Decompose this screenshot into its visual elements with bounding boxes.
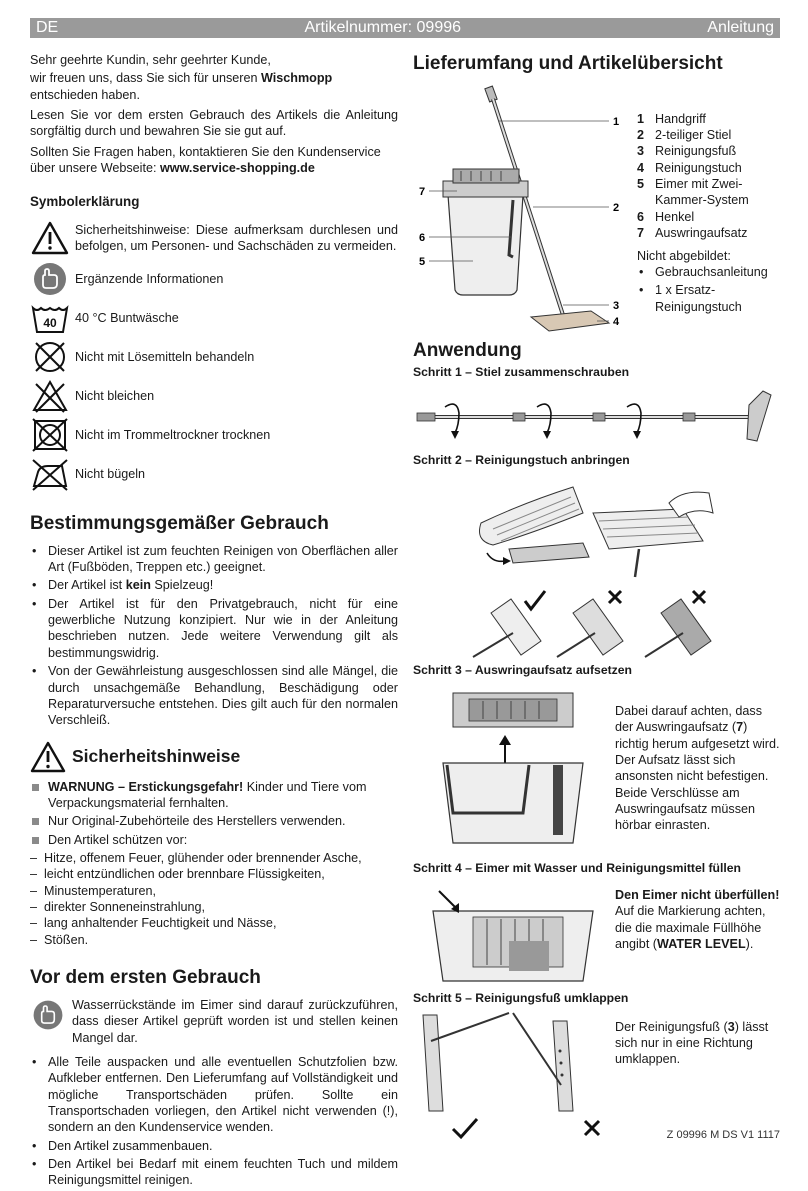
warning-triangle-icon bbox=[30, 741, 66, 773]
list-item: – leicht entzündlichen oder brennbare Flüssigkeiten, bbox=[30, 866, 398, 882]
parts-list bbox=[637, 85, 781, 335]
step-5-illustration bbox=[413, 1011, 609, 1141]
intended-use-heading: Bestimmungsgemäßer Gebrauch bbox=[30, 512, 329, 534]
mop-overview-illustration bbox=[413, 85, 625, 335]
safety-list bbox=[30, 779, 398, 848]
parts-overview bbox=[413, 85, 781, 335]
document-type: Anleitung bbox=[707, 18, 774, 36]
no-tumble-dry-icon bbox=[30, 417, 70, 453]
step-4-title: Schritt 4 – Eimer mit Wasser und Reinigungsmittel füllen bbox=[413, 860, 741, 875]
document-code: Z 09996 M DS V1 1117 bbox=[666, 1129, 780, 1141]
overview-heading: Lieferumfang und Artikelübersicht bbox=[413, 53, 723, 74]
wash-temperature-label: 40 bbox=[43, 316, 57, 331]
callout-label: 2 bbox=[613, 201, 620, 214]
symbol-row: Nicht bügeln bbox=[30, 455, 398, 494]
product-name: Wischmopp bbox=[261, 71, 333, 86]
article-number: Artikelnummer: 09996 bbox=[304, 18, 462, 36]
list-item: – lang anhaltender Feuchtigkeit und Nässe, bbox=[30, 915, 398, 931]
step-5-text: Der Reinigungsfuß (3) lässt sich nur in eine Richtung umklappen. bbox=[615, 1019, 769, 1067]
not-shown-list bbox=[637, 264, 781, 315]
list-item: • 1 x Ersatz-Reinigungstuch bbox=[637, 282, 781, 315]
greeting: Sehr geehrte Kundin, sehr geehrter Kunde, bbox=[30, 53, 271, 67]
symbol-row: 40 40 °C Buntwäsche bbox=[30, 299, 398, 338]
warning-triangle-icon bbox=[30, 220, 70, 256]
intro-paragraph-2: Lesen Sie vor dem ersten Gebrauch des Artikels die Anleitung sorgfältig durch und bewahren Sie sie gut auf. bbox=[30, 108, 398, 139]
list-item: • Der Artikel ist für den Privatgebrauch, nicht für eine gewerbliche Nutzung konzipiert. Nur wie in der Anleitung beschrieben nutzen. Jede weitere Verwendung gilt als bestimmungswidrig. bbox=[30, 596, 398, 661]
callout-label: 4 bbox=[613, 315, 620, 328]
callout-label: 7 bbox=[419, 185, 426, 198]
usage-heading: Anwendung bbox=[413, 339, 522, 361]
callout-label: 1 bbox=[613, 115, 620, 128]
list-item: – direkter Sonneneinstrahlung, bbox=[30, 899, 398, 915]
step-3-title: Schritt 3 – Auswringaufsatz aufsetzen bbox=[413, 663, 632, 678]
step-4-illustration bbox=[413, 881, 609, 981]
intended-use-list bbox=[30, 543, 398, 729]
intro-paragraph-1: wir freuen uns, dass Sie sich für unseren Wischmopp entschieden haben. bbox=[30, 71, 333, 102]
step-1-illustration bbox=[413, 385, 781, 447]
part-item: 3 Reinigungsfuß bbox=[637, 144, 737, 159]
safety-heading-row bbox=[30, 741, 398, 773]
website-link[interactable]: www.service-shopping.de bbox=[159, 161, 315, 176]
intro-paragraph-3: Sollten Sie Fragen haben, kontaktieren Sie den Kundenservice über unsere Webseite: www.service-shopping.de bbox=[30, 144, 381, 176]
step-4-text: Den Eimer nicht überfüllen! Auf die Markierung achten, die die maximale Füllhöhe angibt (WATER LEVEL). bbox=[615, 887, 780, 951]
list-item: – Minustemperaturen, bbox=[30, 883, 398, 899]
right-column bbox=[413, 52, 781, 1141]
list-item: • Dieser Artikel ist zum feuchten Reinigen von Oberflächen aller Art (Fußböden, Treppen etc.) geeignet. bbox=[30, 543, 398, 576]
list-item: WARNUNG – Erstickungsgefahr! Kinder und Tiere vom Verpackungsmaterial fernhalten. bbox=[30, 779, 398, 812]
language-code: DE bbox=[36, 18, 59, 36]
symbol-row: Sicherheitshinweise: Diese aufmerksam durchlesen und befolgen, um Personen- und Sachschäden zu vermeiden. bbox=[30, 216, 398, 260]
symbol-row: Ergänzende Informationen bbox=[30, 260, 398, 299]
list-item: Den Artikel schützen vor: bbox=[30, 832, 398, 848]
part-item: 6 Henkel bbox=[637, 209, 695, 224]
safety-heading: Sicherheitshinweise bbox=[72, 746, 241, 767]
first-use-list bbox=[30, 1054, 398, 1189]
step-3-text: Dabei darauf achten, dass der Auswringaufsatz (7) richtig herum aufgesetzt wird. Der Aufsatz lässt sich ansonsten nicht befestigen. Beide Verschlüsse am Auswringaufsatz müssen hörbar einrasten. bbox=[615, 703, 780, 833]
part-item: 7 Auswringaufsatz bbox=[637, 226, 748, 241]
list-item: • Von der Gewährleistung ausgeschlossen sind alle Mängel, die durch unsachgemäße Behandlung, Beschädigung oder Reparaturversuche entstehen. Dies gilt auch für den normalen Verschleiß. bbox=[30, 663, 398, 728]
step-2-illustration bbox=[413, 473, 781, 657]
no-solvent-icon bbox=[30, 339, 70, 375]
callout-label: 3 bbox=[613, 299, 620, 312]
list-item: Nur Original-Zubehörteile des Herstellers verwenden. bbox=[30, 813, 398, 829]
no-iron-icon bbox=[30, 456, 70, 492]
info-hand-icon bbox=[30, 261, 70, 297]
symbol-row: Nicht im Trommeltrockner trocknen bbox=[30, 416, 398, 455]
list-item: • Gebrauchsanleitung bbox=[637, 264, 781, 280]
step-3-illustration bbox=[413, 683, 609, 853]
step-4-block bbox=[413, 881, 781, 981]
left-column bbox=[30, 52, 398, 1191]
info-hand-icon bbox=[30, 997, 66, 1033]
wash-40-icon bbox=[30, 300, 70, 336]
part-item: 2 2-teiliger Stiel bbox=[637, 128, 732, 143]
first-use-info: Wasserrückstände im Eimer sind darauf zurückzuführen, dass dieser Artikel geprüft worden ist und stellen keinen Mangel dar. bbox=[30, 997, 398, 1046]
list-item: • Den Artikel zusammenbauen. bbox=[30, 1138, 398, 1154]
step-3-block bbox=[413, 683, 781, 853]
callout-label: 5 bbox=[419, 255, 426, 268]
symbol-row: Nicht mit Lösemitteln behandeln bbox=[30, 338, 398, 377]
list-item: • Den Artikel bei Bedarf mit einem feuchten Tuch und mildem Reinigungsmittel reinigen. bbox=[30, 1156, 398, 1189]
list-item: – Stößen. bbox=[30, 932, 398, 948]
part-item: 1 Handgriff bbox=[637, 111, 706, 126]
part-item: 5 Eimer mit Zwei-Kammer-System bbox=[637, 177, 749, 208]
header-bar bbox=[30, 18, 780, 38]
symbol-row: Nicht bleichen bbox=[30, 377, 398, 416]
part-item: 4 Reinigungstuch bbox=[637, 160, 742, 175]
list-item: • Der Artikel ist kein Spielzeug! bbox=[30, 577, 398, 593]
list-item: • Alle Teile auspacken und alle eventuellen Schutzfolien bzw. Aufkleber entfernen. Den Lieferumfang auf Vollständigkeit und mögliche Transportschäden prüfen. Sollte ein Transportschaden vorliegen, den Artikel nicht verwenden (!), sondern an den Kundenservice wenden. bbox=[30, 1054, 398, 1136]
step-5-title: Schritt 5 – Reinigungsfuß umklappen bbox=[413, 990, 629, 1005]
not-shown-label: Nicht abgebildet: bbox=[637, 248, 731, 263]
step-5-block bbox=[413, 1011, 781, 1141]
list-item: – Hitze, offenem Feuer, glühender oder brennender Asche, bbox=[30, 850, 398, 866]
no-bleach-icon bbox=[30, 378, 70, 414]
safety-sublist bbox=[30, 850, 398, 948]
step-2-title: Schritt 2 – Reinigungstuch anbringen bbox=[413, 453, 630, 468]
first-use-heading: Vor dem ersten Gebrauch bbox=[30, 967, 261, 989]
callout-label: 6 bbox=[419, 231, 426, 244]
step-1-title: Schritt 1 – Stiel zusammenschrauben bbox=[413, 365, 630, 380]
symbols-heading: Symbolerklärung bbox=[30, 193, 140, 209]
symbols-list bbox=[30, 216, 398, 494]
